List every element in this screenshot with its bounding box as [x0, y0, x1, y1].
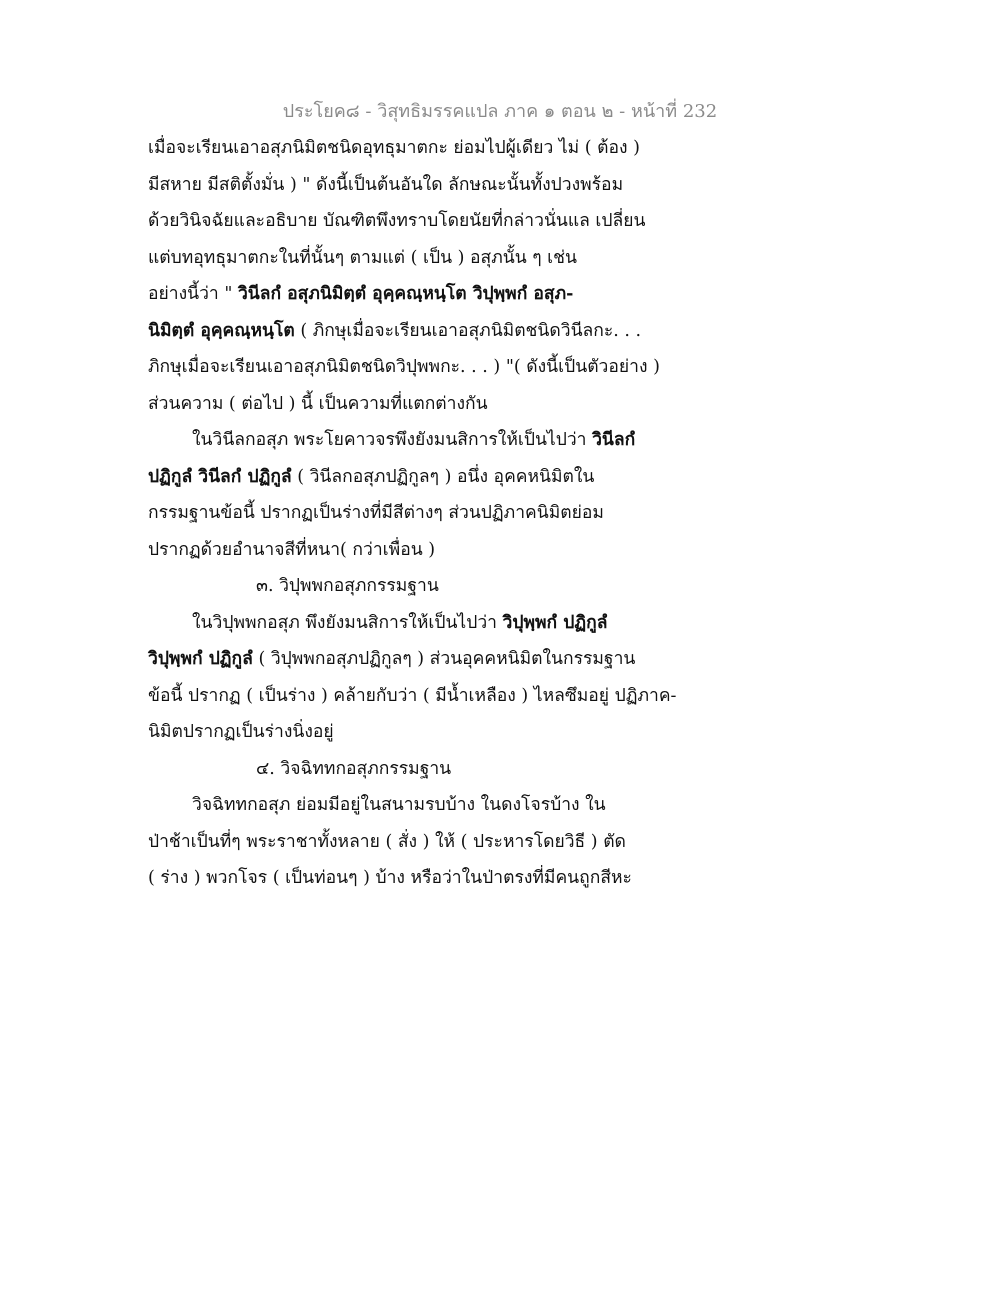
text-segment: ในวินีลกอสุภ พระโยคาวจรพึงยังมนสิการให้เป็นไปว่า: [192, 430, 593, 450]
text-segment: เมื่อจะเรียนเอาอสุภนิมิตชนิดอุทธุมาตกะ ย่อมไปผู้เดียว ไม่ ( ต้อง ): [148, 138, 640, 158]
text-line: [148, 824, 668, 861]
pali-term: ปฏิกูลํ วินีลกํ ปฏิกูลํ: [148, 466, 292, 487]
text-segment: แต่บทอุทธุมาตกะในที่นั้นๆ ตามแต่ ( เป็น ) อสุภนั้น ๆ เช่น: [148, 247, 577, 268]
text-segment: ( วินีลกอสุภปฏิกูลๆ ) อนึ่ง อุคคหนิมิตใน: [291, 466, 595, 487]
pali-term: วิปุพฺพกํ ปฏิกูลํ: [148, 649, 253, 669]
text-line: [148, 386, 668, 423]
text-segment: ๓. วิปุพพกอสุภกรรมฐาน: [256, 576, 439, 596]
text-line: [148, 860, 668, 897]
section-heading: [148, 568, 668, 605]
text-segment: ( ภิกษุเมื่อจะเรียนเอาอสุภนิมิตชนิดวินีลกะ. . .: [294, 320, 642, 341]
text-segment: อย่างนี้ว่า ": [148, 284, 238, 304]
text-segment: ๔. วิจฉิททกอสุภกรรมฐาน: [256, 758, 452, 779]
text-line: [148, 130, 668, 167]
text-line: [148, 276, 668, 313]
text-line: [148, 459, 668, 496]
text-line: [148, 313, 668, 350]
text-segment: ด้วยวินิจฉัยและอธิบาย บัณฑิตพึงทราบโดยนัยที่กล่าวนั่นแล เปลี่ยน: [148, 211, 646, 231]
document-body: [148, 130, 677, 897]
text-segment: ( ร่าง ) พวกโจร ( เป็นท่อนๆ ) บ้าง หรือว่าในป่าตรงที่มีคนถูกสีหะ: [148, 868, 632, 888]
text-line: [148, 349, 668, 386]
text-line: [148, 495, 668, 532]
pali-term: วิปุพฺพกํ ปฏิกูลํ: [502, 612, 608, 633]
text-line: [148, 167, 668, 204]
text-line: [148, 641, 668, 678]
text-line: [148, 605, 668, 642]
pali-term: วินีลกํ: [592, 430, 636, 450]
text-segment: ป่าช้าเป็นที่ๆ พระราชาทั้งหลาย ( สั่ง ) ให้ ( ประหารโดยวิธี ) ตัด: [148, 831, 626, 852]
pali-term: วินีลกํ อสุภนิมิตฺตํ อุคฺคณฺหนฺโต วิปุพฺพกํ อสุภ-: [237, 284, 574, 304]
text-line: [148, 787, 668, 824]
text-segment: มีสหาย มีสติตั้งมั่น ) " ดังนี้เป็นต้นอันใด ลักษณะนั้นทั้งปวงพร้อม: [148, 174, 624, 195]
text-line: [148, 240, 668, 277]
page-header: ประโยค๘ - วิสุทธิมรรคแปล ภาค ๑ ตอน ๒ - หน้าที่ 232: [282, 101, 718, 122]
text-line: [148, 678, 677, 715]
text-segment: ปรากฏด้วยอำนาจสีที่หนา( กว่าเพื่อน ): [148, 539, 436, 560]
text-segment: กรรมฐานข้อนี้ ปรากฏเป็นร่างที่มีสีต่างๆ ส่วนปฏิภาคนิมิตย่อม: [148, 503, 604, 523]
text-segment: ภิกษุเมื่อจะเรียนเอาอสุภนิมิตชนิดวิปุพพกะ. . . ) "( ดังนี้เป็นตัวอย่าง ): [148, 357, 660, 377]
text-segment: ในวิปุพพกอสุภ พึงยังมนสิการให้เป็นไปว่า: [192, 612, 503, 633]
text-line: [148, 203, 668, 240]
text-segment: ข้อนี้ ปรากฏ ( เป็นร่าง ) คล้ายกับว่า ( มีน้ำเหลือง ) ไหลซึมอยู่ ปฏิภาค-: [148, 685, 677, 706]
text-line: [148, 714, 668, 751]
text-segment: วิจฉิททกอสุภ ย่อมมีอยู่ในสนามรบบ้าง ในดงโจรบ้าง ใน: [192, 795, 606, 815]
text-segment: นิมิตปรากฏเป็นร่างนิ่งอยู่: [148, 722, 334, 742]
text-segment: ส่วนความ ( ต่อไป ) นี้ เป็นความที่แตกต่างกัน: [148, 393, 488, 414]
section-heading: [148, 751, 668, 788]
text-line: [148, 532, 668, 569]
text-segment: ( วิปุพพกอสุภปฏิกูลๆ ) ส่วนอุคคหนิมิตในกรรมฐาน: [252, 649, 636, 669]
pali-term: นิมิตฺตํ อุคฺคณฺหนฺโต: [148, 320, 295, 341]
text-line: [148, 422, 668, 459]
